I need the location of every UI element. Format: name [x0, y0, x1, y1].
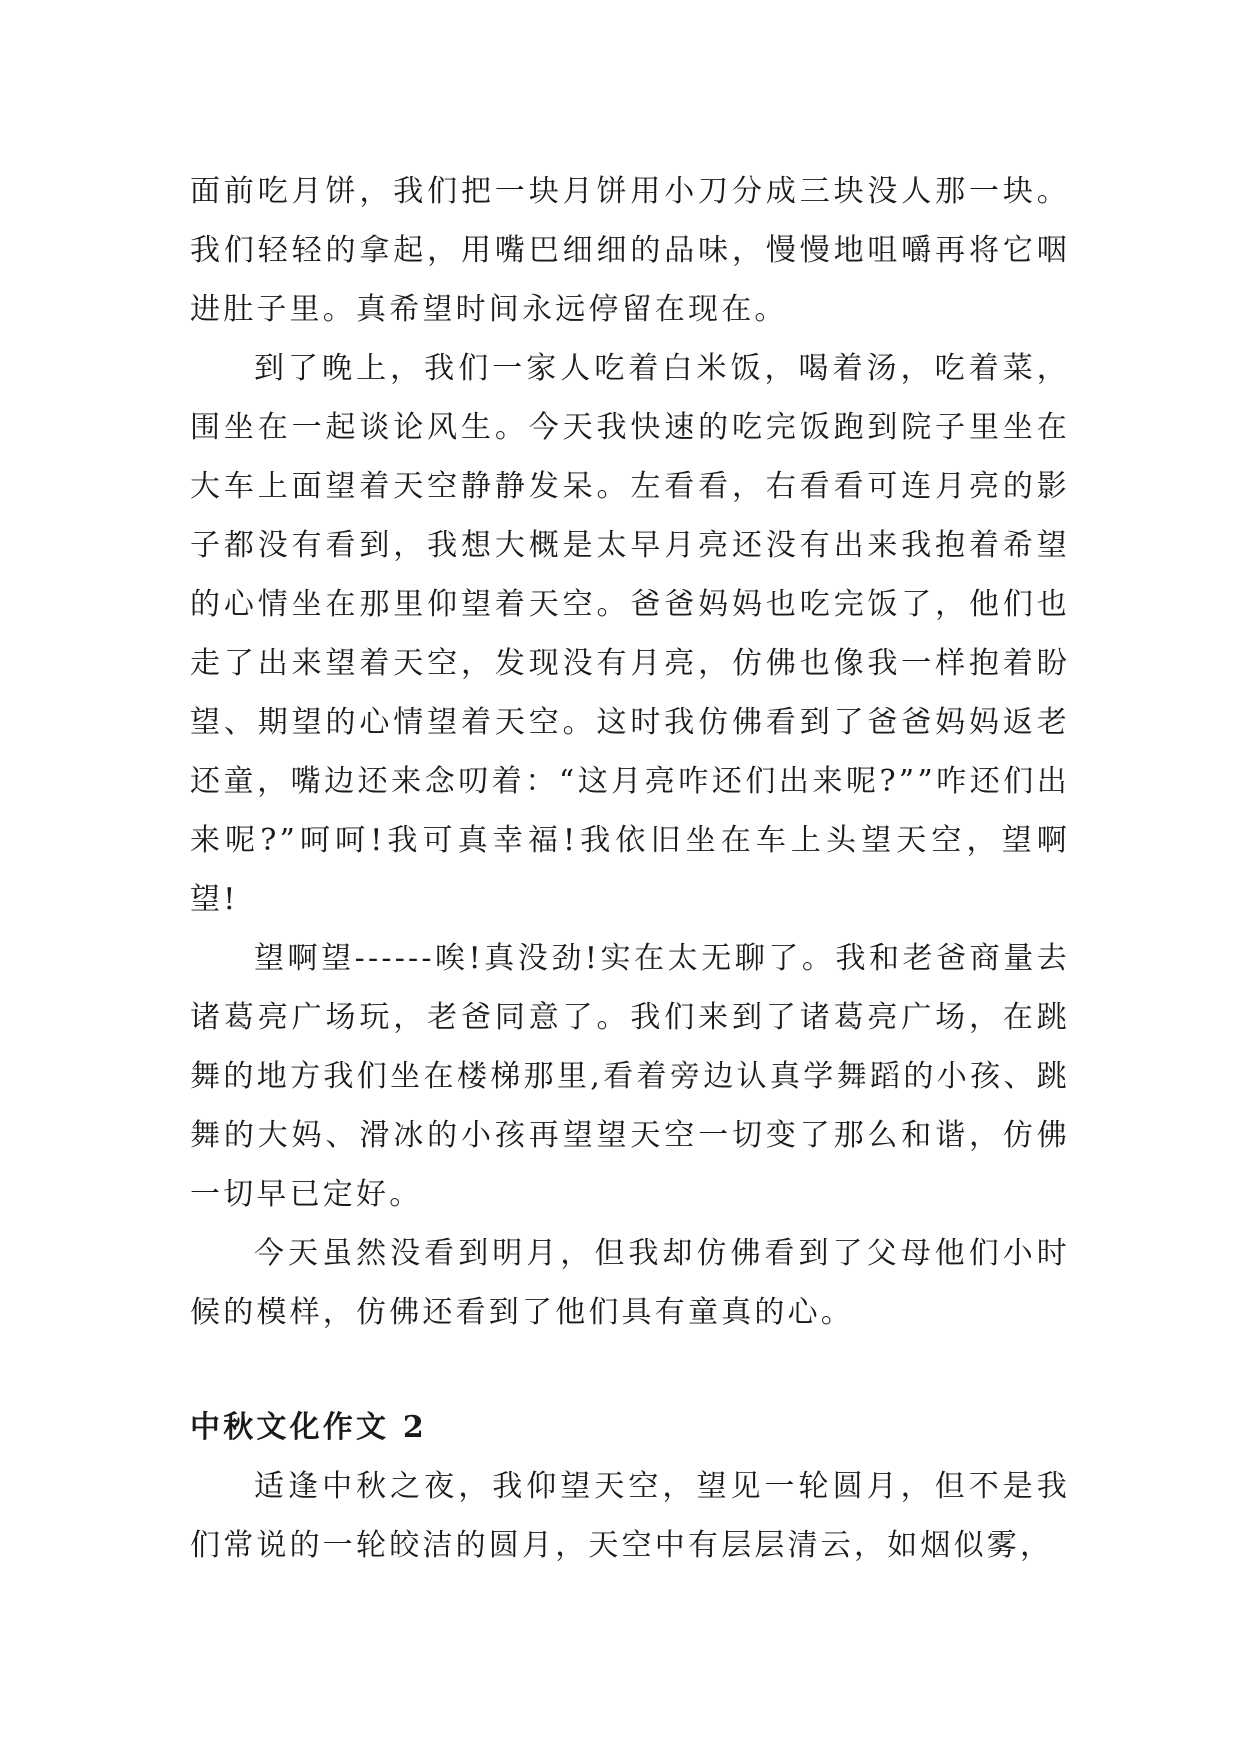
paragraph-1: 面前吃月饼，我们把一块月饼用小刀分成三块没人那一块。我们轻轻的拿起，用嘴巴细细的品味，慢慢地咀嚼再将它咽进肚子里。真希望时间永远停留在现在。	[190, 174, 1070, 327]
paragraph-2: 到了晚上，我们一家人吃着白米饭，喝着汤，吃着菜，围坐在一起谈论风生。今天我快速的吃完饭跑到院子里坐在大车上面望着天空静静发呆。左看看，右看看可连月亮的影子都没有看到，我想大概是太早月亮还没有出来我抱着希望的心情坐在那里仰望着天空。爸爸妈妈也吃完饭了，他们也走了出来望着天空，发现没有月亮，仿佛也像我一样抱着盼望、期望的心情望着天空。这时我仿佛看到了爸爸妈妈返老还童，嘴边还来念叨着：“这月亮咋还们出来呢?””咋还们出来呢?”呵呵!我可真幸福!我依旧坐在车上头望天空，望啊望!	[190, 351, 1070, 917]
paragraph-4: 今天虽然没看到明月，但我却仿佛看到了父母他们小时候的模样，仿佛还看到了他们具有童真的心。	[190, 1236, 1070, 1330]
paragraph-3: 望啊望------唉!真没劲!实在太无聊了。我和老爸商量去诸葛亮广场玩，老爸同意了。我们来到了诸葛亮广场，在跳舞的地方我们坐在楼梯那里,看着旁边认真学舞蹈的小孩、跳舞的大妈、滑冰的小孩再望望天空一切变了那么和谐，仿佛一切早已定好。	[190, 941, 1070, 1212]
section-title: 中秋文化作文 2	[190, 1410, 427, 1445]
paragraph-5: 适逢中秋之夜，我仰望天空，望见一轮圆月，但不是我们常说的一轮皎洁的圆月，天空中有层层清云，如烟似雾，	[190, 1469, 1070, 1563]
document-body	[190, 162, 1070, 1575]
